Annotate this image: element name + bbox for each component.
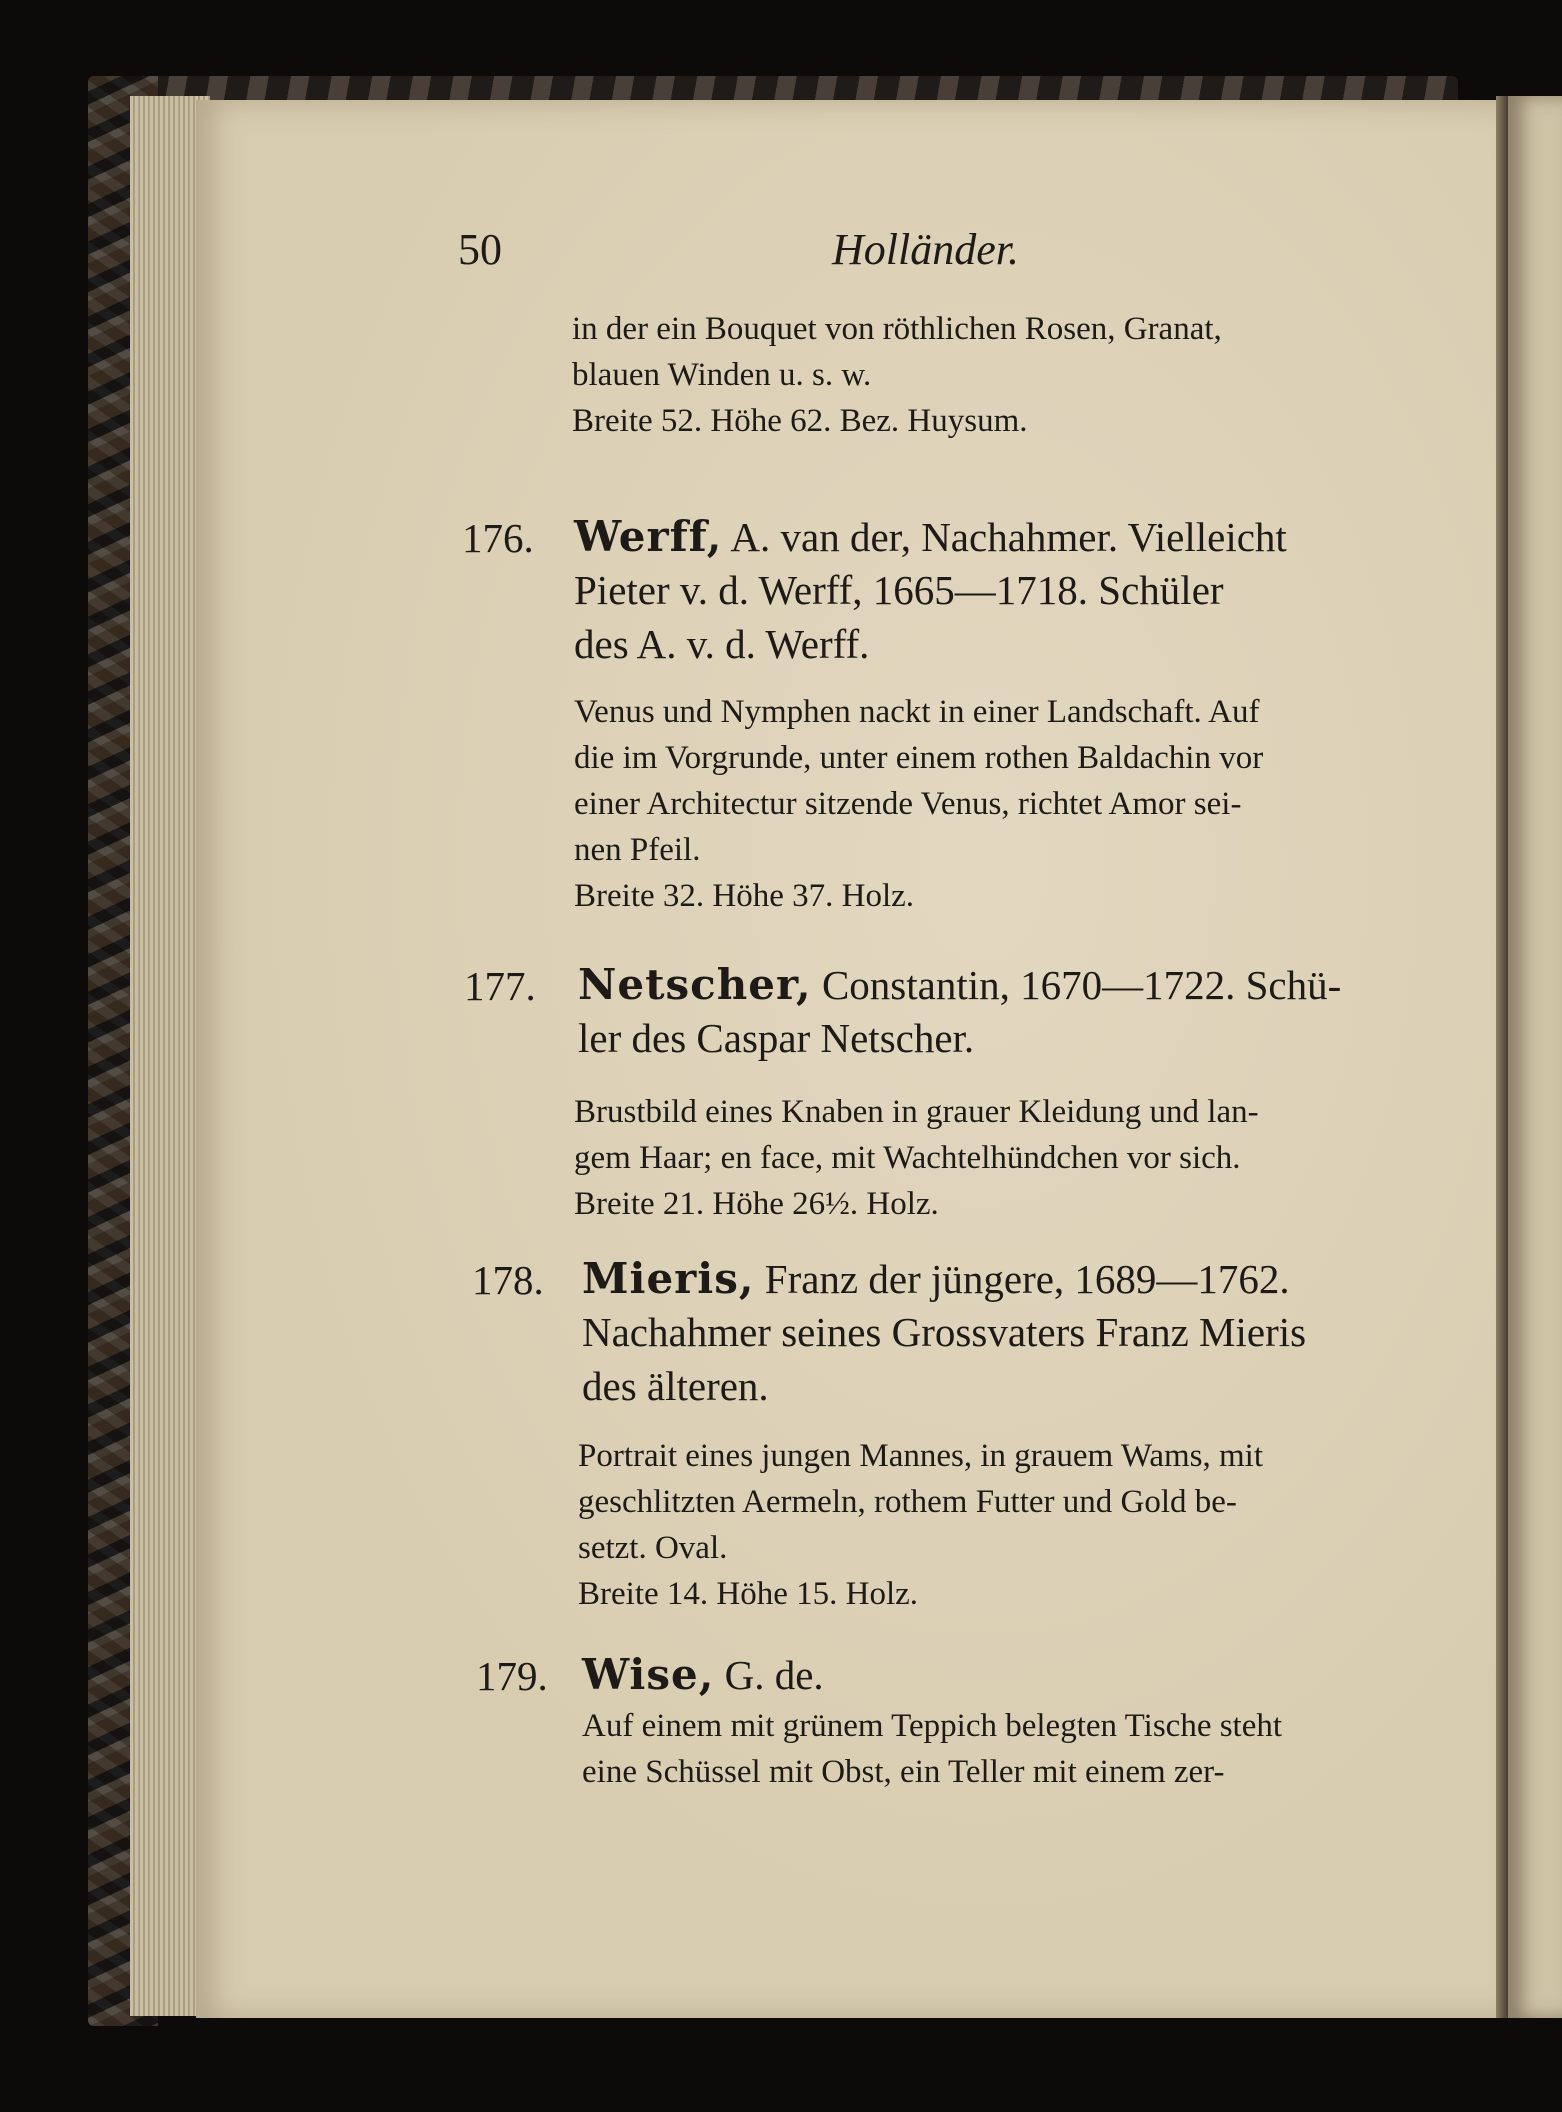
page-number: 50 [458, 225, 502, 274]
continuation-line: blauen Winden u. s. w. [572, 357, 872, 393]
heading-text: Constantin, 1670—1722. Schü- [811, 962, 1342, 1008]
entry-number: 177. [464, 963, 536, 1009]
heading-line: des A. v. d. Werff. [574, 621, 870, 667]
entry-heading [582, 1650, 824, 1699]
facing-page-edge [1508, 96, 1562, 2018]
entry-number: 178. [472, 1257, 544, 1303]
artist-name: Werff, [574, 512, 723, 561]
artist-name: Mieris, [582, 1254, 755, 1303]
description-line: geschlitzten Aermeln, rothem Futter und Gold be- [578, 1484, 1237, 1520]
description-line: gem Haar; en face, mit Wachtelhündchen vor sich. [574, 1140, 1241, 1176]
artist-name: Netscher, [578, 960, 812, 1009]
heading-line: des älteren. [582, 1363, 769, 1409]
page-title: Holländer. [832, 225, 1019, 274]
heading-text: A. van der, Nachahmer. Vielleicht [722, 514, 1287, 560]
description-line: eine Schüssel mit Obst, ein Teller mit einem zer- [582, 1754, 1225, 1790]
description-line: Venus und Nymphen nackt in einer Landschaft. Auf [574, 694, 1260, 730]
entry-heading [582, 1254, 1290, 1303]
entry-heading [578, 960, 1342, 1009]
artist-name: Wise, [582, 1650, 715, 1699]
description-line: nen Pfeil. [574, 832, 701, 868]
entry-number: 179. [476, 1653, 548, 1699]
continuation-line: Breite 52. Höhe 62. Bez. Huysum. [572, 403, 1028, 439]
entry-heading [574, 512, 1287, 561]
description-line: Portrait eines jungen Mannes, in grauem Wams, mit [578, 1438, 1264, 1474]
dimensions-line: Breite 21. Höhe 26½. Holz. [574, 1186, 939, 1222]
heading-line: Nachahmer seines Grossvaters Franz Mieris [582, 1309, 1307, 1355]
heading-line: Pieter v. d. Werff, 1665—1718. Schüler [574, 567, 1224, 613]
entry-number: 176. [462, 515, 534, 561]
description-line: die im Vorgrunde, unter einem rothen Baldachin vor [574, 740, 1264, 776]
description-line: Brustbild eines Knaben in grauer Kleidung und lan- [574, 1094, 1259, 1130]
description-line: Auf einem mit grünem Teppich belegten Tische steht [582, 1708, 1283, 1744]
heading-text: Franz der jüngere, 1689—1762. [754, 1256, 1290, 1302]
continuation-line: in der ein Bouquet von röthlichen Rosen, Granat, [572, 311, 1222, 347]
dimensions-line: Breite 14. Höhe 15. Holz. [578, 1576, 919, 1612]
heading-text: G. de. [714, 1652, 824, 1698]
description-line: setzt. Oval. [578, 1530, 728, 1566]
dimensions-line: Breite 32. Höhe 37. Holz. [574, 878, 915, 914]
description-line: einer Architectur sitzende Venus, richtet Amor sei- [574, 786, 1242, 822]
heading-line: ler des Caspar Netscher. [578, 1015, 975, 1061]
